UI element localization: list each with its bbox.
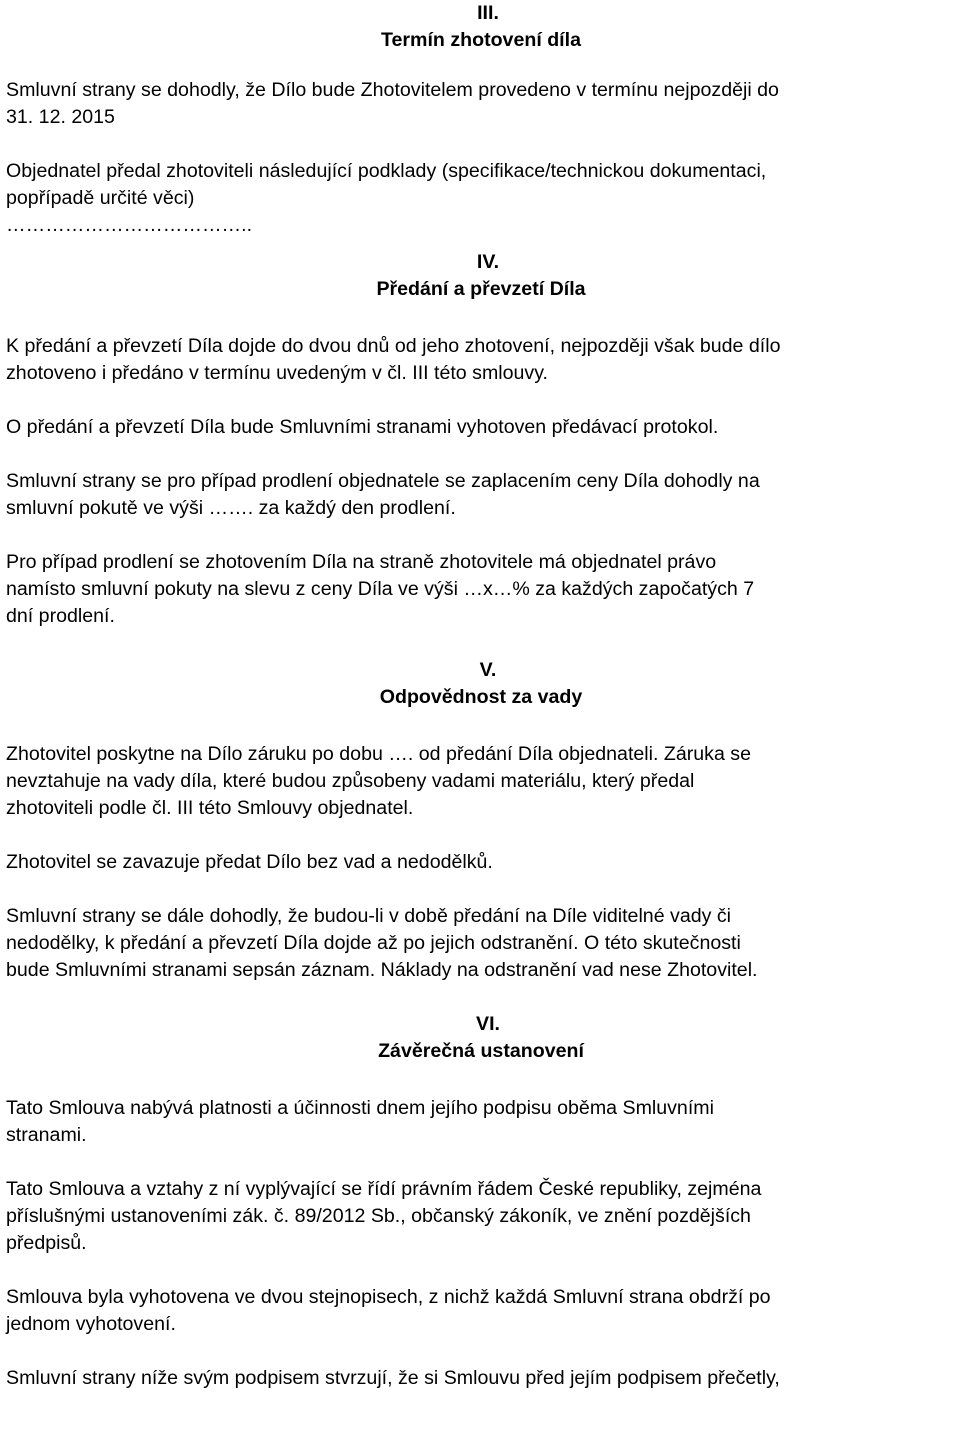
- text-line: dní prodlení.: [6, 605, 115, 627]
- text-line: Smluvní strany se pro případ prodlení objednatele se zaplacením ceny Díla dohodly na: [6, 470, 760, 492]
- document-page: [6, 0, 956, 1392]
- text-line: Tato Smlouva nabývá platnosti a účinnosti dnem jejího podpisu oběma Smluvními: [6, 1097, 714, 1119]
- section-3-paragraph-1: [6, 77, 956, 131]
- text-line: nevztahuje na vady díla, které budou způsobeny vadami materiálu, který předal: [6, 770, 695, 792]
- section-5-paragraph-1: [6, 741, 956, 822]
- section-6-number: VI.: [476, 1013, 500, 1035]
- section-3-title: Termín zhotovení díla: [381, 29, 581, 51]
- section-4-paragraph-2: [6, 414, 956, 441]
- text-line: Objednatel předal zhotoviteli následující podklady (specifikace/technickou dokumentaci,: [6, 160, 767, 182]
- text-line: Zhotovitel poskytne na Dílo záruku po dobu …. od předání Díla objednateli. Záruka se: [6, 743, 752, 765]
- text-line: předpisů.: [6, 1232, 87, 1254]
- text-line: zhotoveno i předáno v termínu uvedeným v čl. III této smlouvy.: [6, 362, 548, 384]
- text-line: 31. 12. 2015: [6, 106, 115, 128]
- text-line: O předání a převzetí Díla bude Smluvními stranami vyhotoven předávací protokol.: [6, 416, 719, 438]
- text-line: jednom vyhotovení.: [6, 1313, 176, 1335]
- text-line: Zhotovitel se zavazuje předat Dílo bez vad a nedodělků.: [6, 851, 493, 873]
- text-line: ………………………………..: [6, 214, 253, 236]
- text-line: popřípadě určité věci): [6, 187, 195, 209]
- section-6-paragraph-2: [6, 1176, 956, 1257]
- section-5-paragraph-2: [6, 849, 956, 876]
- text-line: nedodělky, k předání a převzetí Díla dojde až po jejich odstranění. O této skutečnosti: [6, 932, 741, 954]
- section-6-paragraph-3: [6, 1284, 956, 1338]
- section-4-number: IV.: [476, 251, 500, 273]
- section-3-paragraph-2: [6, 158, 956, 239]
- text-line: Pro případ prodlení se zhotovením Díla na straně zhotovitele má objednatel právo: [6, 551, 717, 573]
- text-line: příslušnými ustanoveními zák. č. 89/2012 Sb., občanský zákoník, ve znění pozdějších: [6, 1205, 751, 1227]
- text-line: Smluvní strany níže svým podpisem stvrzují, že si Smlouvu před jejím podpisem přečetly,: [6, 1367, 780, 1389]
- text-line: Tato Smlouva a vztahy z ní vyplývající se řídí právním řádem České republiky, zejména: [6, 1178, 762, 1200]
- text-line: smluvní pokutě ve výši ……. za každý den prodlení.: [6, 497, 456, 519]
- section-3-number: III.: [477, 2, 499, 24]
- text-line: Smlouva byla vyhotovena ve dvou stejnopisech, z nichž každá Smluvní strana obdrží po: [6, 1286, 771, 1308]
- section-5-title: Odpovědnost za vady: [379, 686, 583, 708]
- text-line: Smluvní strany se dále dohodly, že budou-li v době předání na Díle viditelné vady či: [6, 905, 732, 927]
- text-line: bude Smluvními stranami sepsán záznam. Náklady na odstranění vad nese Zhotovitel.: [6, 959, 758, 981]
- text-line: zhotoviteli podle čl. III této Smlouvy objednatel.: [6, 797, 414, 819]
- section-6-paragraph-1: [6, 1095, 956, 1149]
- section-4-paragraph-1: [6, 333, 956, 387]
- text-line: Smluvní strany se dohodly, že Dílo bude Zhotovitelem provedeno v termínu nejpozději do: [6, 79, 779, 101]
- section-6-paragraph-4: [6, 1365, 956, 1392]
- text-line: namísto smluvní pokuty na slevu z ceny Díla ve výši …x…% za každých započatých 7: [6, 578, 755, 600]
- section-4-paragraph-3: [6, 468, 956, 522]
- section-6-title: Závěrečná ustanovení: [378, 1040, 584, 1062]
- section-5-number: V.: [479, 659, 497, 681]
- text-line: K předání a převzetí Díla dojde do dvou dnů od jeho zhotovení, nejpozději však bude dílo: [6, 335, 781, 357]
- section-4-paragraph-4: [6, 549, 956, 630]
- section-5-paragraph-3: [6, 903, 956, 984]
- text-line: stranami.: [6, 1124, 87, 1146]
- section-4-title: Předání a převzetí Díla: [376, 278, 586, 300]
